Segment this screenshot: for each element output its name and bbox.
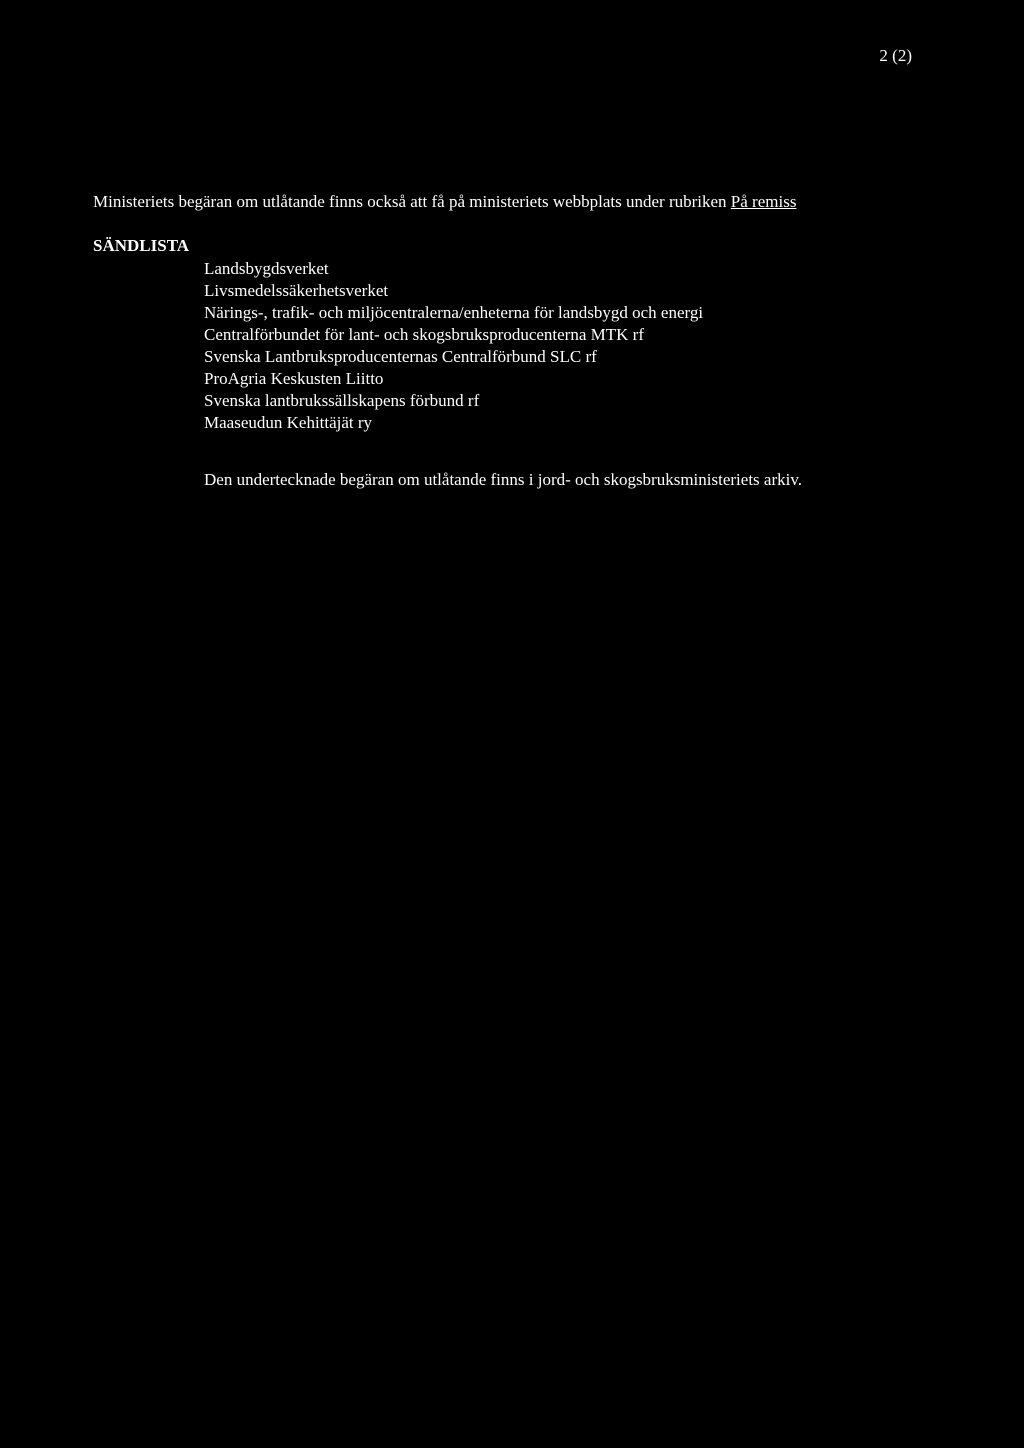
- archive-note: Den undertecknade begäran om utlåtande finns i jord- och skogsbruksministeriets arkiv.: [204, 470, 802, 489]
- list-item: Närings-, trafik- och miljöcentralerna/enheterna för landsbygd och energi: [204, 303, 704, 322]
- list-item: ProAgria Keskusten Liitto: [204, 369, 384, 388]
- remiss-link[interactable]: På remiss: [730, 192, 797, 211]
- list-item: Maaseudun Kehittäjät ry: [204, 413, 373, 432]
- list-item: Landsbygdsverket: [204, 259, 329, 278]
- list-item: Livsmedelssäkerhetsverket: [204, 281, 389, 300]
- intro-paragraph: [93, 192, 933, 212]
- intro-text: Ministeriets begäran om utlåtande finns också att få på ministeriets webbplats under rubriken: [93, 192, 731, 211]
- list-item: Svenska lantbrukssällskapens förbund rf: [204, 391, 480, 410]
- list-item: Svenska Lantbruksproducenternas Centralförbund SLC rf: [204, 347, 597, 366]
- list-item: Centralförbundet för lant- och skogsbruksproducenterna MTK rf: [204, 325, 644, 344]
- page-number: 2 (2): [879, 46, 912, 65]
- distribution-heading: SÄNDLISTA: [93, 236, 190, 255]
- distribution-list: [204, 258, 703, 434]
